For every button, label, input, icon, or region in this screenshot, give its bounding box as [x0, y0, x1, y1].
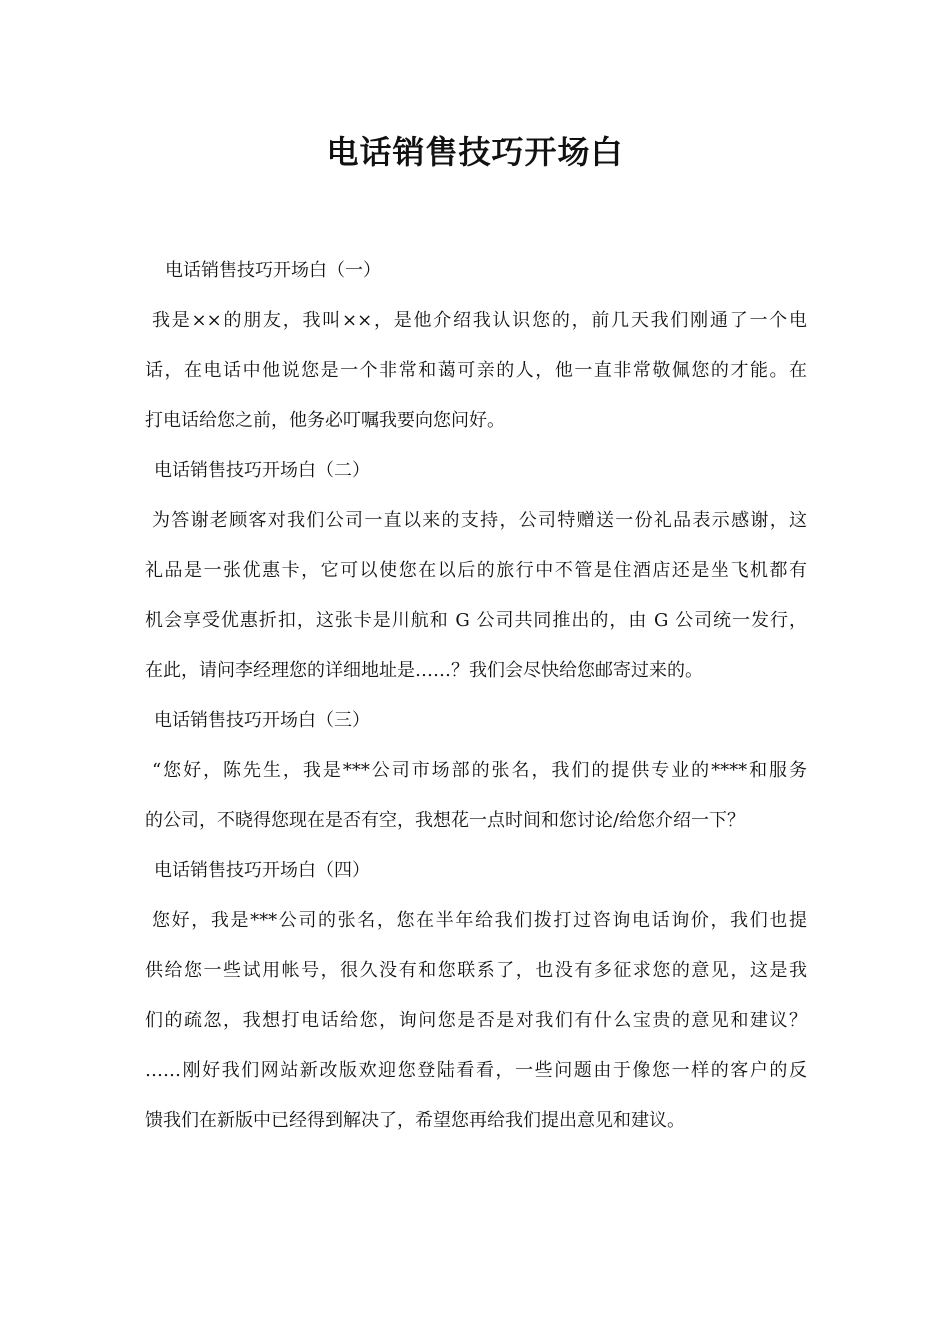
- paragraph-line: ……刚好我们网站新改版欢迎您登陆看看，一些问题由于像您一样的客户的反: [145, 1060, 807, 1081]
- paragraph-line: 我是××的朋友，我叫××，是他介绍我认识您的，前几天我们刚通了一个电: [152, 310, 807, 331]
- paragraph-line: 供给您一些试用帐号，很久没有和您联系了，也没有多征求您的意见，这是我: [145, 960, 807, 981]
- paragraph-line: 为答谢老顾客对我们公司一直以来的支持，公司特赠送一份礼品表示感谢，这: [152, 510, 807, 531]
- section-heading: 电话销售技巧开场白（三）: [154, 710, 370, 731]
- paragraph-line: 打电话给您之前，他务必叮嘱我要向您问好。: [145, 410, 505, 431]
- document-body: [145, 246, 807, 1146]
- paragraph-line: 们的疏忽，我想打电话给您，询问您是否是对我们有什么宝贵的意见和建议？: [145, 1010, 807, 1031]
- section-heading: 电话销售技巧开场白（四）: [154, 860, 370, 881]
- paragraph-line: 机会享受优惠折扣，这张卡是川航和 G 公司共同推出的，由 G 公司统一发行，: [145, 610, 807, 631]
- paragraph-line: 在此，请问李经理您的详细地址是……？我们会尽快给您邮寄过来的。: [145, 660, 703, 681]
- paragraph-line: 礼品是一张优惠卡，它可以使您在以后的旅行中不管是住酒店还是坐飞机都有: [145, 560, 807, 581]
- document-title: 电话销售技巧开场白: [326, 133, 624, 171]
- section-heading: 电话销售技巧开场白（一）: [165, 260, 381, 281]
- paragraph-line: 您好，我是***公司的张名，您在半年给我们拨打过咨询电话询价，我们也提: [152, 910, 807, 931]
- paragraph-line: 话，在电话中他说您是一个非常和蔼可亲的人，他一直非常敬佩您的才能。在: [145, 360, 807, 381]
- paragraph-line: “您好，陈先生，我是***公司市场部的张名，我们的提供专业的****和服务: [152, 760, 807, 781]
- section-heading: 电话销售技巧开场白（二）: [154, 460, 370, 481]
- paragraph-line: 的公司，不晓得您现在是否有空，我想花一点时间和您讨论/给您介绍一下？: [145, 810, 746, 831]
- paragraph-line: 馈我们在新版中已经得到解决了，希望您再给我们提出意见和建议。: [145, 1110, 685, 1131]
